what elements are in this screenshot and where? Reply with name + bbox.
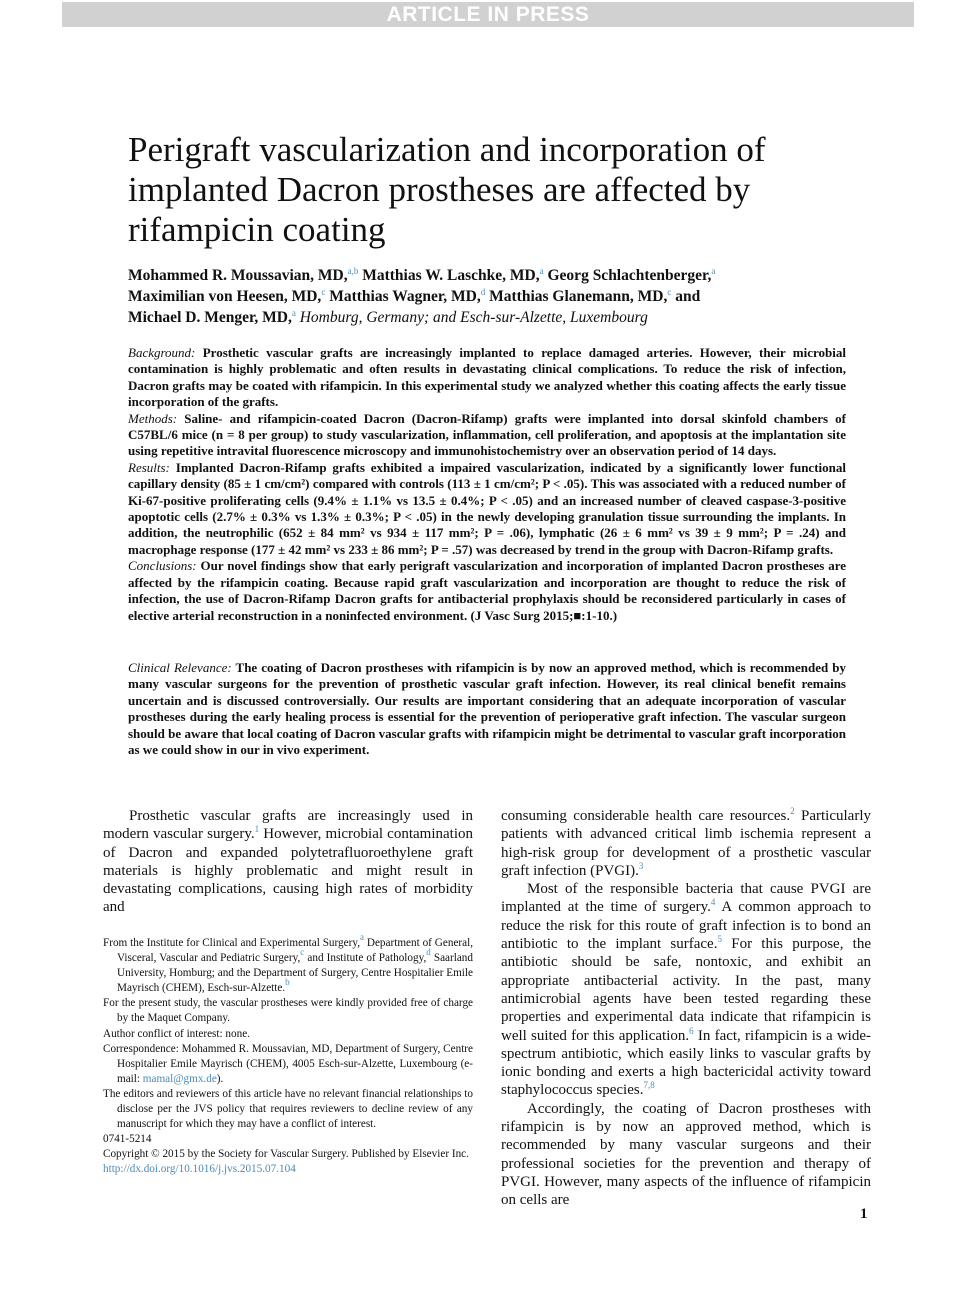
affiliation-ref[interactable]: a,b [347,266,359,276]
correspondence-footnote [103,1042,473,1087]
abstract [128,345,846,624]
footnote-text: ). [216,1072,224,1085]
article-in-press-banner: ARTICLE IN PRESS [62,2,914,27]
citation-link[interactable]: 1 [254,824,260,835]
body-text: consuming considerable health care resources. [501,808,791,824]
body-text: However, microbial contamination of Dacron and expanded polytetrafluoroethylene graft materials is highly problematic and might result in devastating complications, causing high rates of morbidity and [103,826,473,916]
abstract-label: Methods: [128,410,178,426]
editors-footnote: The editors and reviewers of this article have no relevant financial relationships to disclose per the JVS policy that requires reviewers to decline review of any manuscript for which they may have a conflict of interest. [103,1087,473,1131]
citation-link[interactable]: 3 [638,860,644,871]
citation-link[interactable]: 6 [689,1025,694,1036]
body-column-left [103,807,473,917]
abstract-label: Results: [128,459,170,475]
doi-link[interactable] [103,1162,473,1177]
citation-link[interactable]: 7,8 [643,1080,655,1091]
abstract-text: Saline- and rifampicin-coated Dacron (Dacron-Rifamp) grafts were implanted into dorsal skinfold chambers of C57BL/6 mice (n = 8 per group) to study vascularization, inflammation, cell proliferation, and apoptosis at the implantation site using repetitive intravital fluorescence microscopy and immunohistochemistry over an observation period of 14 days. [128,410,846,459]
footnote-text: Department of General, Visceral, Vascular and Pediatric Surgery, [117,937,474,965]
funding-footnote: For the present study, the vascular prostheses were kindly provided free of charge by the Maquet Company. [103,997,473,1025]
abstract-conclusions [128,558,846,624]
abstract-text: Implanted Dacron-Rifamp grafts exhibited a impaired vascularization, indicated by a significantly lower functional capillary density (85 ± 1 cm/cm²) compared with controls (113 ± 1 cm/cm²; P < .05). This was associated with a reduced number of Ki-67-positive proliferating cells (9.4% ± 1.1% vs 13.5 ± 0.4%; P < .05) and an increased number of cleaved caspase-3-positive apoptotic cells (2.7% ± 0.3% vs 1.3% ± 0.3%; P < .05) in the newly developing granulation tissue surrounding the implants. In addition, the neutrophilic (652 ± 84 mm² vs 934 ± 117 mm²; P = .06), lymphatic (26 ± 6 mm² vs 39 ± 9 mm²; P = .24) and macrophage response (177 ± 42 mm² vs 233 ± 86 mm²; P = .57) was decreased by trend in the group with Dacron-Rifamp grafts. [128,459,846,557]
article-title: Perigraft vascularization and incorporation of implanted Dacron prostheses are affected by rifampicin coating [128,130,766,249]
affiliation-ref[interactable]: a [291,308,296,318]
author-name: Georg Schlachtenberger, [543,267,712,284]
affiliation-ref[interactable]: c [667,287,672,297]
author-name: Mohammed R. Moussavian, MD, [128,267,348,284]
body-paragraph [501,807,871,880]
body-paragraph [103,807,473,917]
clinical-relevance [128,660,846,758]
affiliation-ref[interactable]: c [321,287,326,297]
abstract-label: Background: [128,345,196,360]
affiliation-ref[interactable]: d [480,287,486,297]
author-conjunction: and [671,288,701,305]
affiliation-ref[interactable]: a [711,266,716,276]
author-name: Matthias Glanemann, MD, [485,288,668,305]
body-text: A common approach to reduce the risk for this route of graft infection is to bond an antibiotic to the implant surface. [501,899,872,953]
footnote-text: From the Institute for Clinical and Experimental Surgery, [103,937,360,949]
abstract-background [128,345,846,411]
copyright: Copyright © 2015 by the Society for Vascular Surgery. Published by Elsevier Inc. [103,1148,469,1161]
affiliation-ref[interactable]: a [539,266,544,276]
page-number: 1 [860,1206,868,1222]
abstract-text: Prosthetic vascular grafts are increasingly implanted to replace damaged arteries. However, their microbial contamination is highly problematic and often results in devastating clinical complications. To reduce the risk of infection, Dacron grafts may be coated with rifampicin. In this experimental study we analyzed whether this coating affects the early tissue incorporation of the grafts. [128,345,846,410]
abstract-methods [128,411,846,460]
conflict-footnote: Author conflict of interest: none. [103,1027,250,1040]
author-name: Matthias Wagner, MD, [325,288,481,305]
author-name: Matthias W. Laschke, MD, [358,267,540,284]
body-text: Particularly patients with advanced critical limb ischemia represent a high-risk group for development of a prosthetic vascular graft infection (PVGI). [501,808,871,879]
footnote-text: Correspondence: Mohammed R. Moussavian, MD, Department of Surgery, Centre Hospitalier Emile Mayrisch (CHEM), 4005 Esch-sur-Alzette, Luxembourg (e-mail: [103,1042,473,1085]
clinical-relevance-text: The coating of Dacron prostheses with rifampicin is by now an approved method, which is recommended by many vascular surgeons for the prevention of prosthetic vascular graft infection. However, its real clinical benefit remains uncertain and is discussed controversially. Our results are important considering that an adequate incorporation of vascular prostheses during the early healing process is essential for the prevention of perioperative graft infection. The vascular surgeon should be aware that local coating of Dacron vascular grafts with rifampicin might be detrimental to vascular graft incorporation as we could show in our in vivo experiment. [128,660,846,758]
abstract-label: Conclusions: [128,558,197,574]
clinical-relevance-label: Clinical Relevance: [128,660,232,675]
body-paragraph: Accordingly, the coating of Dacron prostheses with rifampicin is by now an approved method, which is recommended by many vascular surgeons and their professional societies for the prevention and therapy of PVGI. However, many aspects of the influence of rifampicin on cells are [501,1100,871,1209]
doi-text[interactable]: http://dx.doi.org/10.1016/j.jvs.2015.07.104 [103,1163,296,1176]
front-matter-footnotes [103,932,474,1178]
body-paragraph [501,880,871,1100]
affiliation-ref: d [426,947,431,958]
abstract-results [128,460,846,558]
footnote-text: and Institute of Pathology, [304,952,427,965]
author-location: Homburg, Germany; and Esch-sur-Alzette, Luxembourg [295,309,648,326]
author-name: Michael D. Menger, MD, [128,309,292,326]
body-column-right [501,807,871,1210]
footnote-text: Saarland University, Homburg; and the Department of Surgery, Centre Hospitalier Emile Mayrisch (CHEM), Esch-sur-Alzette. [117,952,473,995]
citation-link[interactable]: 2 [790,806,795,816]
affiliation-ref: c [300,947,305,958]
body-text: In fact, rifampicin is a wide-spectrum antibiotic, which easily links to vascular grafts by ionic bonding and exerts a high bactericidal activity toward staphylococcus species. [501,1027,871,1099]
body-text: Most of the responsible bacteria that cause PVGI are implanted at the time of surgery. [501,881,871,916]
abstract-text: Our novel findings show that early perigraft vascularization and incorporation of implanted Dacron prostheses are affected by the rifampicin coating. Because rapid graft vascularization and incorporation are thought to reduce the risk of infection, the use of Dacron-Rifamp Dacron grafts for antibacterial prophylaxis should be reconsidered particularly in cases of elective arterial reconstruction in a noninfected environment. (J Vasc Surg 2015;■:1-10.) [128,558,846,623]
body-text: For this purpose, the antibiotic should be safe, nontoxic, and exhibit an appropriate antibacterial activity. In the past, many antimicrobial agents have been tested regarding these properties and experimental data indicate that rifampicin is well suited for this application. [501,936,872,1044]
affiliation-ref: b [285,977,290,988]
citation-link[interactable]: 4 [710,897,716,908]
body-text: Prosthetic vascular grafts are increasingly used in modern vascular surgery. [103,808,473,843]
author-name: Maximilian von Heesen, MD, [128,288,322,305]
affiliation-ref: a [360,932,364,942]
issn: 0741-5214 [103,1133,152,1146]
citation-link[interactable]: 5 [717,934,722,945]
affiliations-footnote [103,932,474,996]
author-list [128,265,848,328]
email-link[interactable]: mamal@gmx.de [142,1072,217,1085]
